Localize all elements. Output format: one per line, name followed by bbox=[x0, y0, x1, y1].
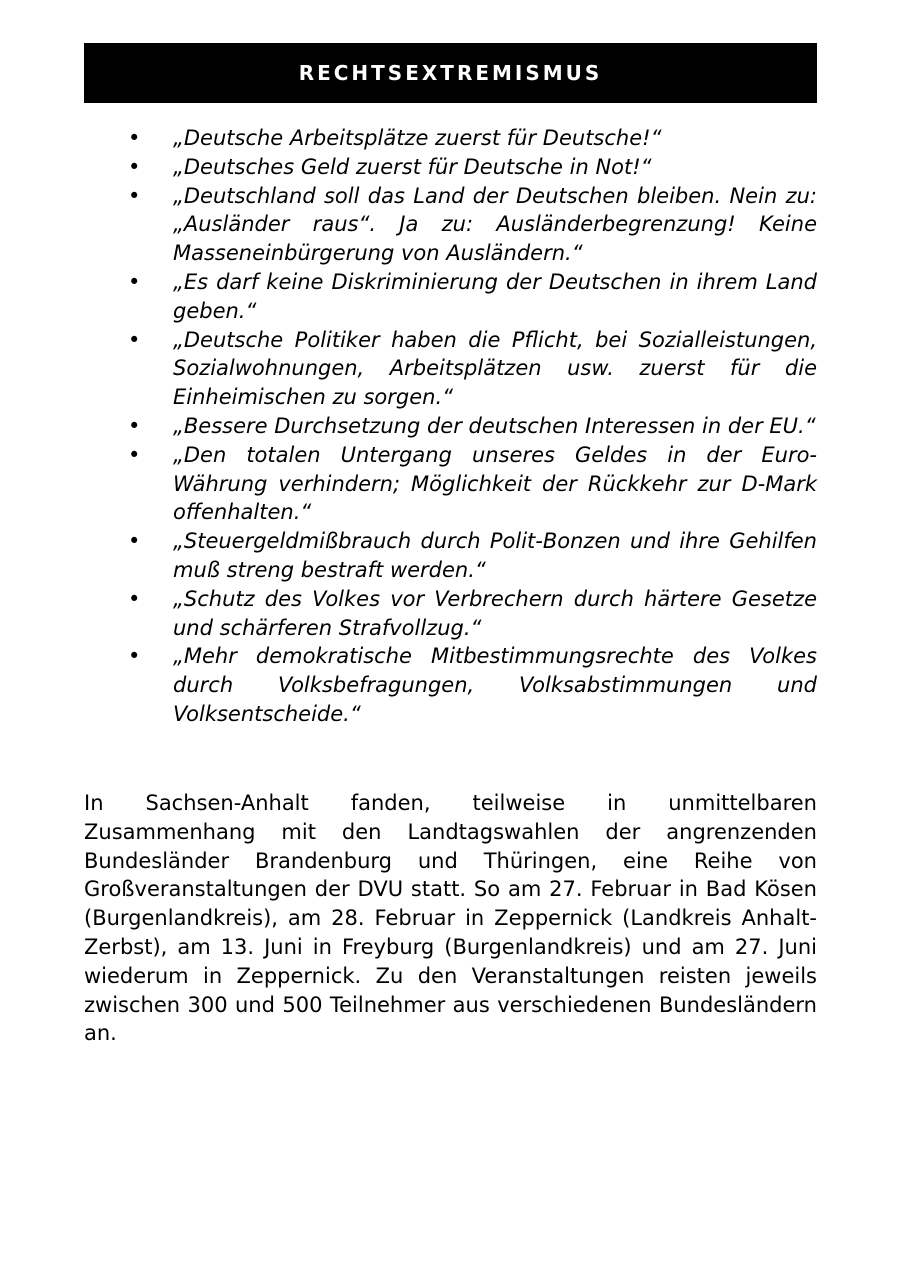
bullet-icon: • bbox=[128, 644, 141, 669]
list-item bbox=[84, 642, 817, 728]
quote-text: „Deutsche Arbeitsplätze zuerst für Deutsche!“ bbox=[173, 126, 662, 150]
list-item bbox=[84, 412, 817, 441]
list-item bbox=[84, 527, 817, 585]
bullet-icon: • bbox=[128, 154, 141, 179]
quote-text: „Mehr demokratische Mitbestimmungsrechte des Volkes durch Volksbefragungen, Volksabstimmungen und Volksentscheide.“ bbox=[173, 644, 817, 726]
quote-text: „Deutschland soll das Land der Deutschen bleiben. Nein zu: „Ausländer raus“. Ja zu: Ausländerbegrenzung! Keine Masseneinbürgerung von Ausländern.“ bbox=[173, 183, 817, 266]
quote-text: „Den totalen Untergang unseres Geldes in der Euro-Währung verhindern; Möglichkeit der Rückkehr zur D-Mark offenhalten.“ bbox=[173, 442, 817, 525]
bullet-icon: • bbox=[128, 529, 141, 554]
bullet-icon: • bbox=[128, 413, 141, 438]
list-item bbox=[84, 585, 817, 643]
list-item bbox=[84, 268, 817, 326]
bullet-icon: • bbox=[128, 126, 141, 150]
quote-text: „Es darf keine Diskriminierung der Deutschen in ihrem Land geben.“ bbox=[173, 269, 817, 323]
bullet-icon: • bbox=[128, 183, 141, 208]
list-item bbox=[84, 124, 817, 153]
quote-text: „Deutsches Geld zuerst für Deutsche in Not!“ bbox=[173, 154, 652, 179]
list-item bbox=[84, 153, 817, 182]
quote-text: „Bessere Durchsetzung der deutschen Interessen in der EU.“ bbox=[173, 413, 816, 438]
bullet-icon: • bbox=[128, 327, 141, 352]
quote-list bbox=[84, 124, 817, 729]
bullet-icon: • bbox=[128, 442, 141, 467]
list-item bbox=[84, 441, 817, 527]
section-header-bar bbox=[84, 43, 817, 103]
bullet-icon: • bbox=[128, 586, 141, 611]
quote-text: „Deutsche Politiker haben die Pflicht, bei Sozialleistungen, Sozialwohnungen, Arbeitsplätzen usw. zuerst für die Einheimischen zu sorgen.“ bbox=[173, 327, 817, 410]
list-item bbox=[84, 326, 817, 412]
body-paragraph: In Sachsen-Anhalt fanden, teilweise in unmittelbaren Zusammenhang mit den Landtagswahlen der angrenzenden Bundesländer Brandenburg und Thüringen, eine Reihe von Großveranstaltungen der DVU statt. So am 27. Februar in Bad Kösen (Burgenlandkreis), am 28. Februar in Zeppernick (Landkreis Anhalt-Zerbst), am 13. Juni in Freyburg (Burgenlandkreis) und am 27. Juni wiederum in Zeppernick. Zu den Veranstaltungen reisten jeweils zwischen 300 und 500 Teilnehmer aus verschiedenen Bundesländern an. bbox=[84, 791, 817, 1046]
section-title: RECHTSEXTREMISMUS bbox=[298, 61, 603, 85]
quote-text: „Schutz des Volkes vor Verbrechern durch härtere Gesetze und schärferen Strafvollzug.“ bbox=[173, 586, 817, 640]
bullet-icon: • bbox=[128, 269, 141, 294]
list-item bbox=[84, 182, 817, 268]
quote-text: „Steuergeldmißbrauch durch Polit-Bonzen und ihre Gehilfen muß streng bestraft werden.“ bbox=[173, 529, 817, 582]
